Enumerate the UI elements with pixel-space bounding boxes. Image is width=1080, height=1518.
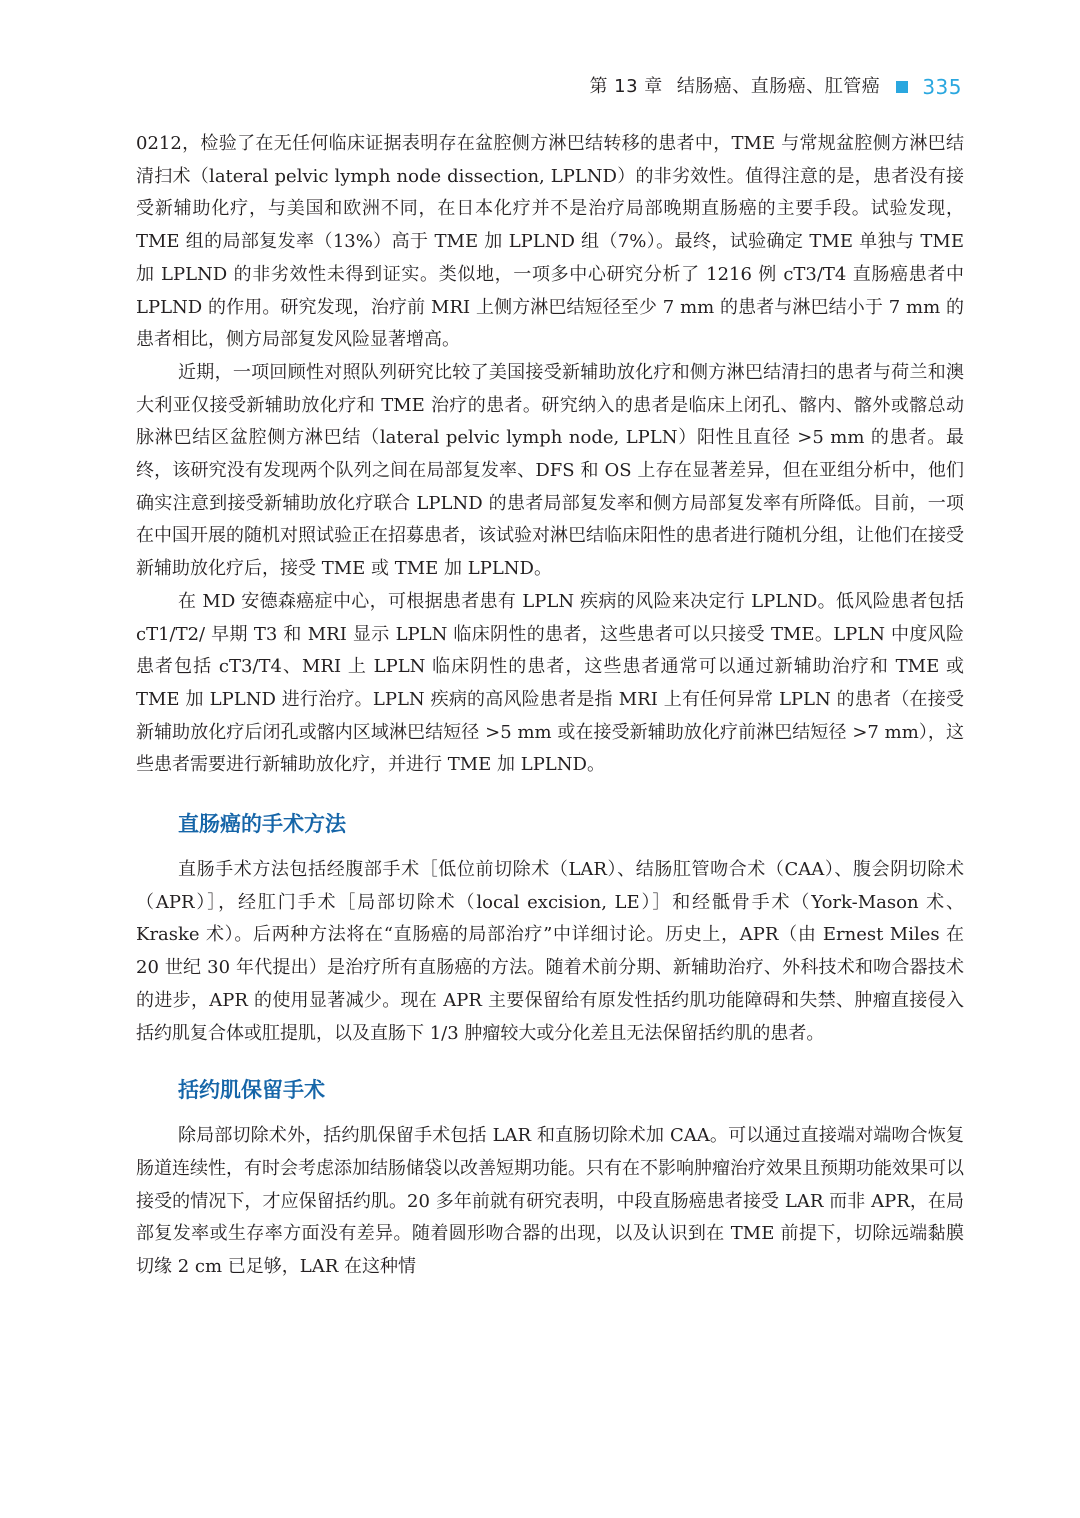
paragraph: 在 MD 安德森癌症中心，可根据患者患有 LPLN 疾病的风险来决定行 LPLND。低风险患者包括 cT1/T2/ 早期 T3 和 MRI 显示 LPLN 临床阴性的患者，这些患者可以只接受 TME。LPLN 中度风险患者包括 cT3/T4、MRI 上 LPLN 临床阴性的患者，这些患者通常可以通过新辅助治疗和 TME 或 TME 加 LPLND 进行治疗。LPLN 疾病的高风险患者是指 MRI 上有任何异常 LPLN 的患者（在接受新辅助放化疗后闭孔或髂内区域淋巴结短径 >5 mm 或在接受新辅助放化疗前淋巴结短径 >7 mm），这些患者需要进行新辅助放化疗，并进行 TME 加 LPLND。 [136, 590, 965, 776]
section-heading-sphincter-preservation: 括约肌保留手术 [178, 1078, 325, 1103]
page-number: 335 [922, 75, 962, 99]
chapter-title: 结肠癌、直肠癌、肛管癌 [676, 76, 881, 97]
body-text [136, 128, 964, 1284]
paragraph-continued: 0212，检验了在无任何临床证据表明存在盆腔侧方淋巴结转移的患者中，TME 与常规盆腔侧方淋巴结清扫术（lateral pelvic lymph node dissection, LPLND）的非劣效性。值得注意的是，患者没有接受新辅助化疗，与美国和欧洲不同，在日本化疗并不是治疗局部晚期直肠癌的主要手段。试验发现，TME 组的局部复发率（13%）高于 TME 加 LPLND 组（7%）。最终，试验确定 TME 单独与 TME 加 LPLND 的非劣效性未得到证实。类似地，一项多中心研究分析了 1216 例 cT3/T4 直肠癌患者中 LPLND 的作用。研究发现，治疗前 MRI 上侧方淋巴结短径至少 7 mm 的患者与淋巴结小于 7 mm 的患者相比，侧方局部复发风险显著增高。 [136, 133, 964, 351]
paragraph: 近期，一项回顾性对照队列研究比较了美国接受新辅助放化疗和侧方淋巴结清扫的患者与荷兰和澳大利亚仅接受新辅助放化疗和 TME 治疗的患者。研究纳入的患者是临床上闭孔、髂内、髂外或髂总动脉淋巴结区盆腔侧方淋巴结（lateral pelvic lymph node, LPLN）阳性且直径 >5 mm 的患者。最终，该研究没有发现两个队列之间在局部复发率、DFS 和 OS 上存在显著差异，但在亚组分析中，他们确实注意到接受新辅助放化疗联合 LPLND 的患者局部复发率和侧方局部复发率有所降低。目前，一项在中国开展的随机对照试验正在招募患者，该试验对淋巴结临床阳性的患者进行随机分组，让他们在接受新辅助放化疗后，接受 TME 或 TME 加 LPLND。 [136, 361, 964, 580]
paragraph: 直肠手术方法包括经腹部手术［低位前切除术（LAR）、结肠肛管吻合术（CAA）、腹会阴切除术（APR）］，经肛门手术［局部切除术（local excision, LE）］和经骶骨手术（York-Mason 术、Kraske 术）。后两种方法将在“直肠癌的局部治疗”中详细讨论。历史上，APR（由 Ernest Miles 在 20 世纪 30 年代提出）是治疗所有直肠癌的方法。随着术前分期、新辅助治疗、外科技术和吻合器技术的进步，APR 的使用显著减少。现在 APR 主要保留给有原发性括约肌功能障碍和失禁、肿瘤直接侵入括约肌复合体或肛提肌，以及直肠下 1/3 肿瘤较大或分化差且无法保留括约肌的患者。 [136, 859, 964, 1044]
running-header [589, 72, 962, 102]
square-marker-icon [896, 81, 908, 93]
paragraph: 除局部切除术外，括约肌保留手术包括 LAR 和直肠切除术加 CAA。可以通过直接端对端吻合恢复肠道连续性，有时会考虑添加结肠储袋以改善短期功能。只有在不影响肿瘤治疗效果且预期功能效果可以接受的情况下，才应保留括约肌。20 多年前就有研究表明，中段直肠癌患者接受 LAR 而非 APR，在局部复发率或生存率方面没有差异。随着圆形吻合器的出现，以及认识到在 TME 前提下，切除远端黏膜切缘 2 cm 已足够，LAR 在这种情 [136, 1125, 964, 1278]
section-heading-surgical-methods: 直肠癌的手术方法 [178, 812, 346, 837]
chapter-label: 第 13 章 [589, 76, 663, 97]
